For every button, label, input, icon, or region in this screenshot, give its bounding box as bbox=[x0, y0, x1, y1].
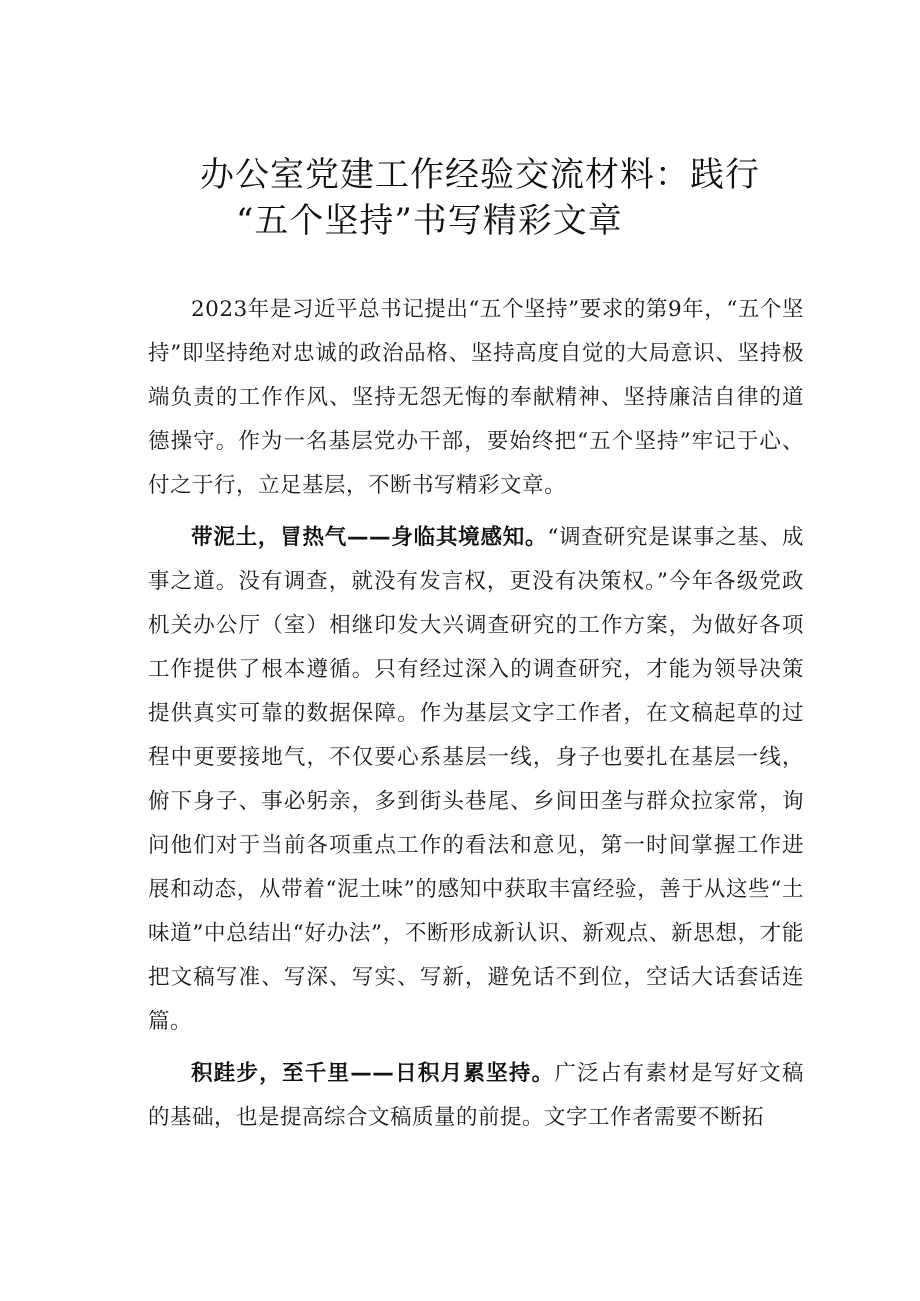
title-line-1: 办公室党建工作经验交流材料：践行 bbox=[200, 155, 760, 195]
paragraph-section-1 bbox=[148, 516, 804, 1044]
paragraph-text: 广泛占有素材是写好文稿的基础，也是提高综合文稿质量的前提。文字工作者需要不断拓 bbox=[148, 1061, 804, 1130]
title-line-2: “五个坚持”书写精彩文章 bbox=[236, 201, 623, 241]
paragraph-lead: 积跬步，至千里——日积月累坚持。 bbox=[191, 1061, 555, 1086]
paragraph-lead: 带泥土，冒热气——身临其境感知。 bbox=[191, 525, 548, 550]
page-title bbox=[200, 152, 820, 244]
paragraph-section-2 bbox=[148, 1052, 804, 1140]
paragraph-intro bbox=[148, 288, 804, 508]
paragraph-text: “调查研究是谋事之基、成事之道。没有调查，就没有发言权，更没有决策权。”今年各级党政机关办公厅（室）相继印发大兴调查研究的工作方案，为做好各项工作提供了根本遵循。只有经过深入的调查研究，才能为领导决策提供真实可靠的数据保障。作为基层文字工作者，在文稿起草的过程中更要接地气，不仅要心系基层一线，身子也要扎在基层一线，俯下身子、事必躬亲，多到街头巷尾、乡间田垄与群众拉家常，询问他们对于当前各项重点工作的看法和意见，第一时间掌握工作进展和动态，从带着“泥土味”的感知中获取丰富经验，善于从这些“土味道”中总结出“好办法”，不断形成新认识、新观点、新思想，才能把文稿写准、写深、写实、写新，避免话不到位，空话大话套话连篇。 bbox=[148, 525, 804, 1034]
document-body bbox=[148, 288, 804, 1148]
paragraph-text: 2023年是习近平总书记提出“五个坚持”要求的第9年，“五个坚持”即坚持绝对忠诚的政治品格、坚持高度自觉的大局意识、坚持极端负责的工作作风、坚持无怨无悔的奉献精神、坚持廉洁自律的道德操守。作为一名基层党办干部，要始终把“五个坚持”牢记于心、付之于行，立足基层，不断书写精彩文章。 bbox=[148, 297, 804, 498]
